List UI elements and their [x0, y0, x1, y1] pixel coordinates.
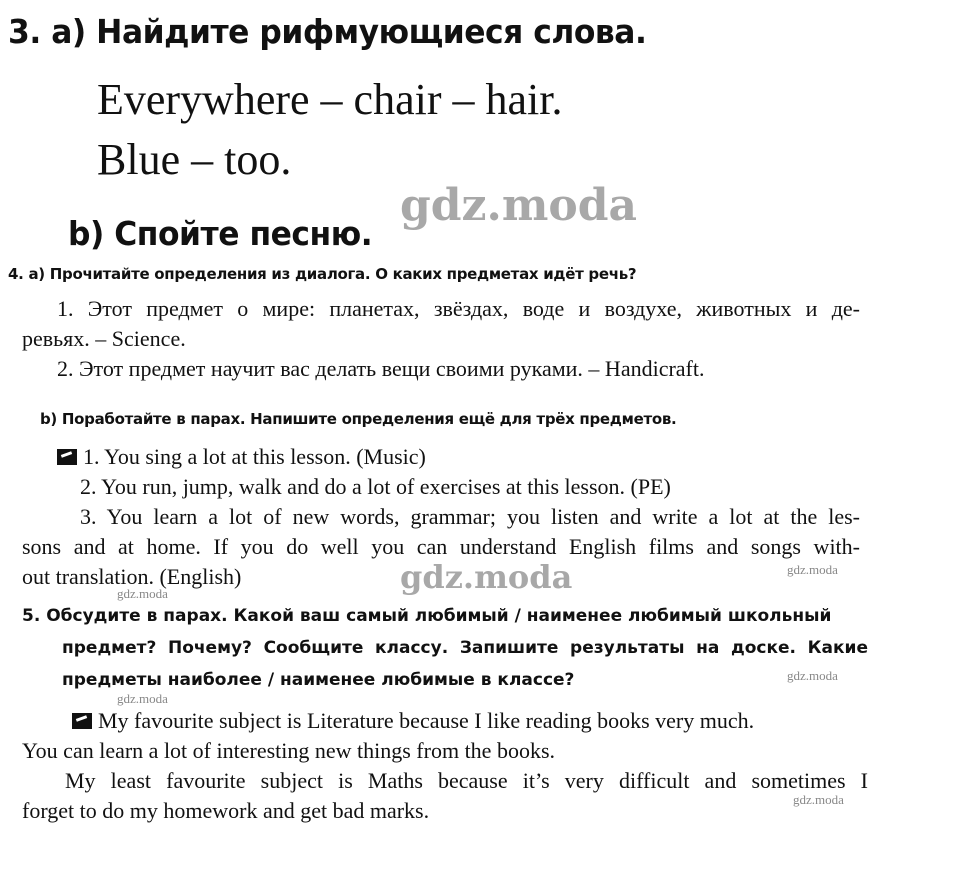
- ex4-a-line: 2. Этот предмет научит вас делать вещи своими руками. – Handicraft.: [57, 356, 705, 381]
- watermark: gdz.moda: [117, 691, 168, 706]
- ex4-b-title: b) Поработайте в парах. Напишите определения ещё для трёх предметов.: [40, 410, 677, 428]
- watermark: gdz.moda: [787, 668, 838, 683]
- ex5-answer-line: You can learn a lot of interesting new things from the books.: [22, 738, 556, 763]
- ex4-a-title: 4. a) Прочитайте определения из диалога. О каких предметах идёт речь?: [8, 265, 637, 283]
- ex5-answer-line: My favourite subject is Literature because I like reading books very much.: [72, 708, 754, 734]
- ex5-answer-line: My least favourite subject is Maths because it’s very difficult and sometimes I: [65, 768, 868, 793]
- ex4-a-line: ревьях. – Science.: [22, 326, 186, 351]
- watermark: gdz.moda: [400, 558, 573, 596]
- watermark: gdz.moda: [793, 792, 844, 807]
- ex5-title: предмет? Почему? Сообщите классу. Запишите результаты на доске. Какие: [62, 638, 868, 658]
- ex4-b-line: 1. You sing a lot at this lesson. (Music): [57, 444, 426, 470]
- pencil-note-icon: [57, 449, 77, 465]
- ex4-b-line: out translation. (English): [22, 564, 242, 589]
- watermark: gdz.moda: [117, 586, 168, 601]
- ex4-b-line: sons and at home. If you do well you can understand English films and songs with-: [22, 534, 860, 559]
- watermark: gdz.moda: [400, 180, 638, 231]
- ex5-title: предметы наиболее / наименее любимые в классе?: [62, 670, 575, 690]
- pencil-note-icon: [72, 713, 92, 729]
- ex5-title: 5. Обсудите в парах. Какой ваш самый любимый / наименее любимый школьный: [22, 606, 832, 626]
- ex4-a-line: 1. Этот предмет о мире: планетах, звёздах, воде и воздухе, животных и де-: [57, 296, 860, 321]
- ex3-line2: Blue – too.: [97, 135, 292, 184]
- watermark: gdz.moda: [787, 562, 838, 577]
- ex5-answer-line: forget to do my homework and get bad marks.: [22, 798, 430, 823]
- ex3-line1: Everywhere – chair – hair.: [97, 75, 563, 124]
- ex3-b: b) Спойте песню.: [68, 214, 373, 253]
- ex3-title: 3. a) Найдите рифмующиеся слова.: [8, 12, 647, 51]
- ex4-b-line: 2. You run, jump, walk and do a lot of exercises at this lesson. (PE): [80, 474, 671, 499]
- ex4-b-line: 3. You learn a lot of new words, grammar; you listen and write a lot at the les-: [80, 504, 860, 529]
